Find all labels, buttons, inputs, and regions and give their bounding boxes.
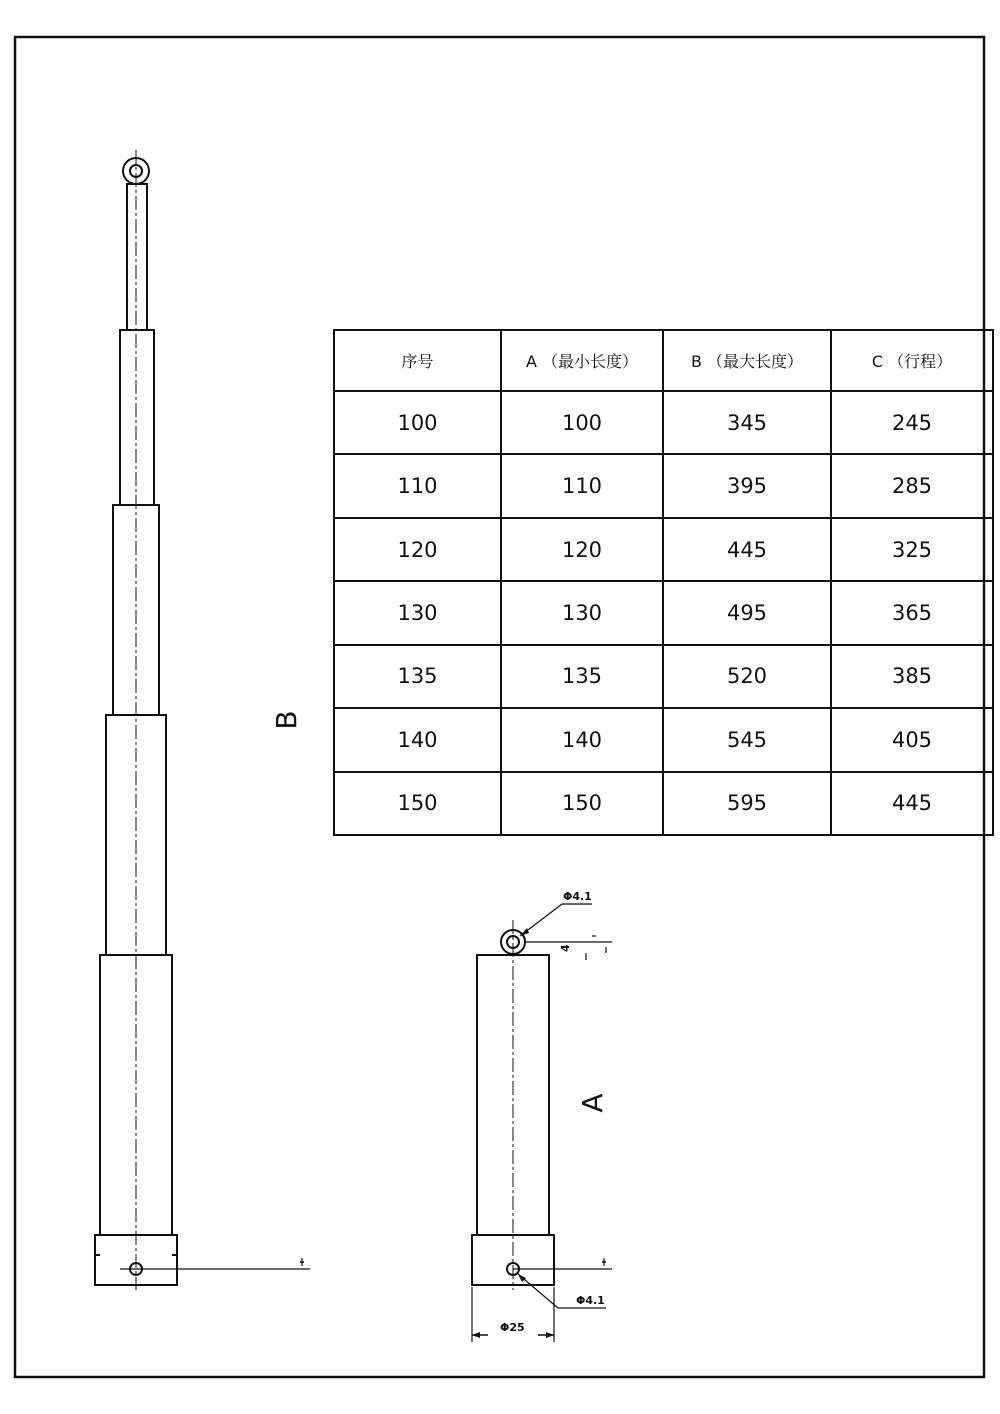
cell-stroke: 285 bbox=[831, 454, 993, 517]
cell-max-length: 395 bbox=[663, 454, 831, 517]
table-row bbox=[334, 581, 993, 644]
cell-min-length: 140 bbox=[501, 708, 663, 771]
cell-min-length: 100 bbox=[501, 391, 663, 454]
top-hole-dimension: Φ4.1 bbox=[563, 890, 592, 903]
svg-text:4: 4 bbox=[559, 944, 572, 952]
cell-serial: 140 bbox=[334, 708, 501, 771]
cell-max-length: 520 bbox=[663, 645, 831, 708]
header-stroke: C （行程） bbox=[831, 330, 993, 391]
table-row bbox=[334, 645, 993, 708]
retracted-length-label: A bbox=[576, 1093, 609, 1113]
header-max-length: B （最大长度） bbox=[663, 330, 831, 391]
table-row bbox=[334, 391, 993, 454]
header-min-length: A （最小长度） bbox=[501, 330, 663, 391]
header-serial: 序号 bbox=[334, 330, 501, 391]
cell-min-length: 150 bbox=[501, 772, 663, 835]
cell-serial: 110 bbox=[334, 454, 501, 517]
table-row bbox=[334, 454, 993, 517]
bottom-hole-dimension: Φ4.1 bbox=[576, 1294, 605, 1307]
extended-length-label: B bbox=[270, 710, 303, 730]
table-row bbox=[334, 518, 993, 581]
length-spec-table bbox=[333, 329, 994, 836]
table-row bbox=[334, 708, 993, 771]
table-header-row bbox=[334, 330, 993, 391]
cell-stroke: 445 bbox=[831, 772, 993, 835]
cell-serial: 135 bbox=[334, 645, 501, 708]
table-row bbox=[334, 772, 993, 835]
cell-max-length: 595 bbox=[663, 772, 831, 835]
cell-serial: 130 bbox=[334, 581, 501, 644]
body-diameter-dimension: Φ25 bbox=[500, 1321, 525, 1334]
cell-min-length: 120 bbox=[501, 518, 663, 581]
cell-stroke: 405 bbox=[831, 708, 993, 771]
cell-min-length: 135 bbox=[501, 645, 663, 708]
cell-serial: 120 bbox=[334, 518, 501, 581]
cell-serial: 100 bbox=[334, 391, 501, 454]
cell-serial: 150 bbox=[334, 772, 501, 835]
cell-max-length: 495 bbox=[663, 581, 831, 644]
cell-stroke: 385 bbox=[831, 645, 993, 708]
cell-min-length: 110 bbox=[501, 454, 663, 517]
cell-max-length: 445 bbox=[663, 518, 831, 581]
cell-max-length: 545 bbox=[663, 708, 831, 771]
cell-stroke: 325 bbox=[831, 518, 993, 581]
cell-min-length: 130 bbox=[501, 581, 663, 644]
cell-max-length: 345 bbox=[663, 391, 831, 454]
cell-stroke: 245 bbox=[831, 391, 993, 454]
cell-stroke: 365 bbox=[831, 581, 993, 644]
